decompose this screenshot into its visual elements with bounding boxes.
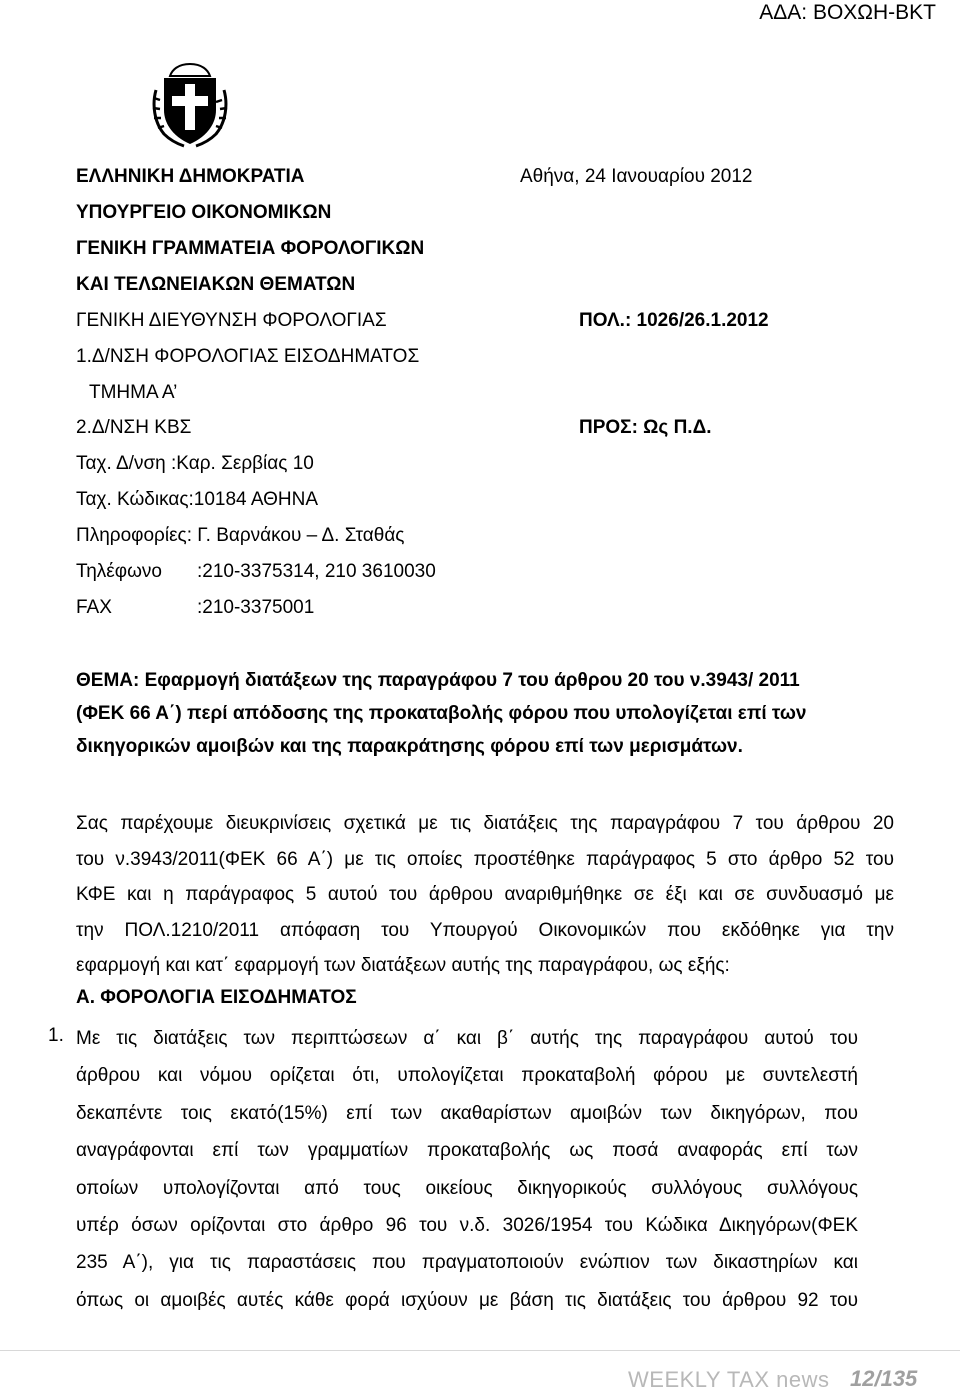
paragraph-line: του ν.3943/2011(ΦΕΚ 66 Α΄) με τις οποίες προστέθηκε παράγραφος 5 στο άρθρο 52 του [76, 848, 894, 870]
paragraph-line: υπέρ όσων ορίζονται στο άρθρο 96 του ν.δ. 3026/1954 του Κώδικα Δικηγόρων(ΦΕΚ [76, 1215, 858, 1237]
paragraph-line: όπως οι αμοιβές αυτές κάθε φορά ισχύουν με βάση τις διατάξεις του άρθρου 92 του [76, 1289, 858, 1311]
header-line: ΓΕΝΙΚΗ ΓΡΑΜΜΑΤΕΙΑ ΦΟΡΟΛΟΓΙΚΩΝ [76, 238, 425, 259]
header-line: ΤΜΗΜΑ Α’ [89, 382, 178, 403]
header-line: Ταχ. Δ/νση :Καρ. Σερβίας 10 [76, 453, 314, 474]
greek-coat-of-arms-icon [148, 60, 232, 150]
item-paragraph [76, 1020, 858, 1319]
paragraph-line: εφαρμογή και κατ΄ εφαρμογή των διατάξεων αυτής της παραγράφου, ως εξής: [76, 955, 730, 976]
paragraph-line: Σας παρέχουμε διευκρινίσεις σχετικά με τις διατάξεις της παραγράφου 7 του άρθρου 20 [76, 813, 894, 834]
paragraph-line: αναγράφονται επί των γραμματίων προκαταβολής ως ποσά αναφοράς επί των [76, 1140, 858, 1162]
item-number: 1. [48, 1025, 64, 1046]
paragraph-line: την ΠΟΛ.1210/2011 απόφαση του Υπουργού Οικονομικών που εκδόθηκε για την [76, 919, 894, 941]
header-line: ΕΛΛΗΝΙΚΗ ΔΗΜΟΚΡΑΤΙΑ [76, 166, 305, 187]
header-line: Ταχ. Κώδικας:10184 ΑΘΗΝΑ [76, 489, 319, 510]
paragraph-line: οποίων υπολογίζονται από τους οικείους δικηγορικούς συλλόγους συλλόγους [76, 1177, 858, 1199]
footer-brand: WEEKLY TAX news [628, 1367, 830, 1392]
header-line: ΥΠΟΥΡΓΕΙΟ ΟΙΚΟΝΟΜΙΚΩΝ [76, 202, 332, 223]
phone-label: Τηλέφωνο [76, 561, 162, 582]
ada-code: ΑΔΑ: ΒΟΧΩΗ-ΒΚΤ [759, 1, 936, 24]
phone-value: :210-3375314, 210 3610030 [197, 561, 436, 582]
paragraph-line: δεκαπέντε τοις εκατό(15%) επί των ακαθαρίστων αμοιβών των δικηγόρων, που [76, 1102, 858, 1124]
fax-value: :210-3375001 [197, 597, 315, 618]
header-line: 2.Δ/ΝΣΗ ΚΒΣ [76, 417, 192, 438]
footer-divider [0, 1350, 960, 1351]
subject-line: (ΦΕΚ 66 Α΄) περί απόδοσης της προκαταβολής φόρου που υπολογίζεται επί των [76, 703, 807, 724]
subject-line: δικηγορικών αμοιβών και της παρακράτησης φόρου επί των μερισμάτων. [76, 736, 743, 757]
paragraph-line: Με τις διατάξεις των περιπτώσεων α΄ και β΄ αυτής της παραγράφου αυτού του [76, 1028, 858, 1049]
paragraph-line: ΚΦΕ και η παράγραφος 5 αυτού του άρθρου αναριθμήθηκε σε έξι και σε συνδυασμό με [76, 884, 894, 905]
subject-line: ΘΕΜΑ: Εφαρμογή διατάξεων της παραγράφου 7 του άρθρου 20 του ν.3943/ 2011 [76, 670, 800, 691]
header-line: 1.Δ/ΝΣΗ ΦΟΡΟΛΟΓΙΑΣ ΕΙΣΟΔΗΜΑΤΟΣ [76, 346, 420, 367]
header-line: ΓΕΝΙΚΗ ΔΙΕΥΘΥΝΣΗ ΦΟΡΟΛΟΓΙΑΣ [76, 310, 387, 331]
subject [76, 664, 896, 763]
header-line: ΚΑΙ ΤΕΛΩΝΕΙΑΚΩΝ ΘΕΜΑΤΩΝ [76, 274, 356, 295]
pol-number: ΠΟΛ.: 1026/26.1.2012 [579, 310, 769, 331]
paragraph-line: άρθρου και νόμου ορίζεται ότι, υπολογίζεται προκαταβολή φόρου με συντελεστή [76, 1065, 858, 1087]
intro-paragraph [76, 806, 894, 984]
footer-page-number: 12/135 [850, 1366, 918, 1391]
section-title: Α. ΦΟΡΟΛΟΓΙΑ ΕΙΣΟΔΗΜΑΤΟΣ [76, 987, 357, 1008]
paragraph-line: 235 Α΄), για τις παραστάσεις που πραγματοποιούν ενώπιον των δικαστηρίων και [76, 1252, 858, 1274]
document-date: Αθήνα, 24 Ιανουαρίου 2012 [520, 166, 753, 187]
recipient: ΠΡΟΣ: Ως Π.Δ. [579, 417, 712, 438]
fax-label: FAX [76, 597, 112, 618]
header-line: Πληροφορίες: Γ. Βαρνάκου – Δ. Σταθάς [76, 525, 405, 546]
